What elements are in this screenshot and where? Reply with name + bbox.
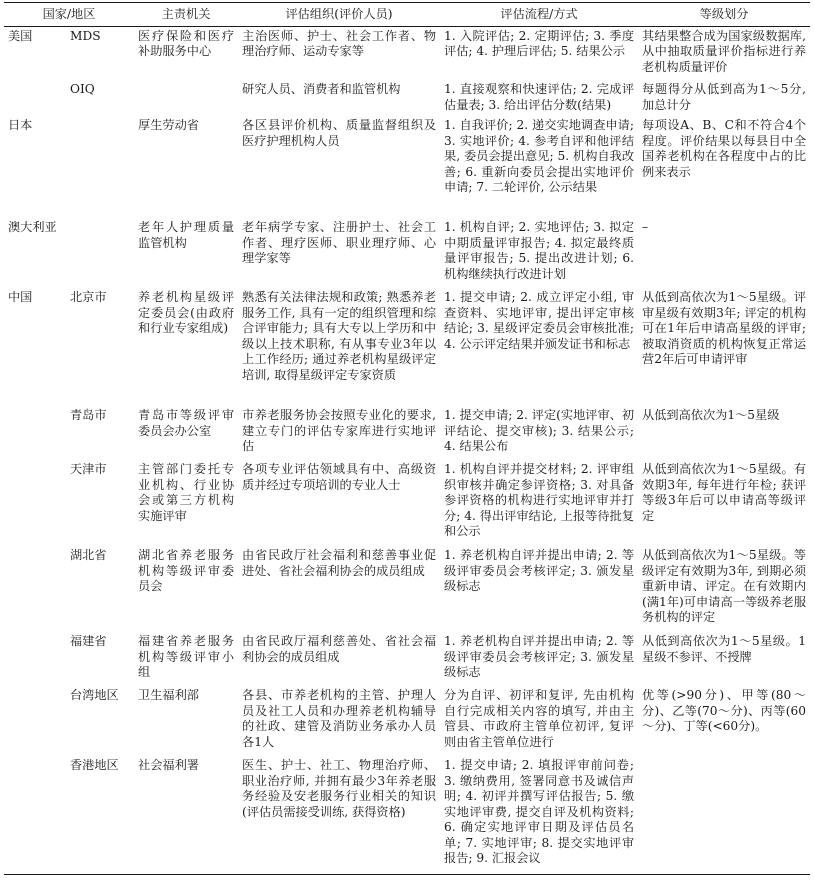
table-row [4, 686, 810, 756]
org-cell: 各项专业评估领域具有中、高级资质并经过专项培训的专业人士 [242, 462, 437, 492]
region-cell: 湖北省 [70, 548, 107, 562]
process-cell: 1. 提交申请; 2. 填报评审前问卷; 3. 缴纳费用, 签署同意书及诚信声明; 4. 初评并撰写评估报告; 5. 缴实地评审费, 提交自评及机构资料; 6. 确定实地评审日期及评估员名单; 7. 实地评审; 8. 提交实地评审报告; 9. 汇报会议 [440, 756, 638, 874]
process-cell: 1. 直接观察和快速评估; 2. 完成评估量表; 3. 给出评估分数(结果) [444, 82, 635, 112]
table-row [4, 546, 810, 632]
org-cell: 熟悉有关法律法规和政策; 熟悉养老服务工作, 具有一定的组织管理和综合评审能力; 具有大专以上学历和中级以上技术职称, 有从事专业3年以上工作经历; 通过养老机构星级评定培训, 取得星级评定专家资质 [242, 290, 437, 382]
header-process: 评估流程/方式 [440, 3, 638, 27]
country-cell [4, 80, 66, 116]
table-row [4, 26, 810, 80]
org-cell: 主治医师、护士、社会工作者、物理治疗师、运动专家等 [242, 28, 437, 58]
header-agency: 主责机关 [134, 3, 238, 27]
org-cell: 各区县评价机构、质量监督组织及医疗护理机构人员 [242, 118, 437, 148]
org-cell: 医生、护士、社工、物理治疗师、职业治疗师, 并拥有最少3年养老服务经验及安老服务行业相关的知识(评估员需接受训练, 获得资格) [238, 756, 440, 874]
region-cell: 福建省 [70, 634, 107, 648]
org-cell: 老年病学专家、注册护士、社会工作者、理疗医师、职业理疗师、心理学家等 [242, 220, 437, 265]
header-country: 国家/地区 [4, 3, 134, 27]
process-cell: 1. 入院评估; 2. 定期评估; 3. 季度评估; 4. 护理后评估; 5. 结果公示 [444, 28, 635, 58]
agency-cell: 福建省养老服务机构等级评审小组 [138, 634, 235, 679]
country-cell [4, 406, 66, 460]
country-cell [4, 632, 66, 686]
table-row [4, 460, 810, 546]
table-row [4, 116, 810, 218]
org-cell: 各县、市养老机构的主管、护理人员及社工人员和办理养老机构辅导的社政、建管及消防业务承办人员各1人 [242, 688, 437, 749]
process-cell: 1. 提交申请; 2. 成立评定小组, 审查资料、实地评审, 提出评定审核结论; 3. 星级评定委员会审核批准; 4. 公示评定结果并颁发证书和标志 [444, 290, 635, 351]
country-cell [4, 460, 66, 546]
agency-cell [134, 80, 238, 116]
table-row [4, 632, 810, 686]
region-cell: 青岛市 [70, 408, 107, 422]
grade-cell: – [642, 220, 649, 234]
process-cell: 1. 机构自评; 2. 实地评估; 3. 拟定中期质量评审报告; 4. 拟定最终质量评审报告; 5. 提出改进计划; 6. 机构继续执行改进计划 [444, 220, 635, 281]
grade-cell: 从低到高依次为1～5星级。1星级不参评、不授牌 [642, 634, 807, 664]
table-row [4, 756, 810, 874]
agency-cell: 卫生福利部 [138, 688, 199, 702]
grade-cell [638, 756, 810, 874]
country-cell: 中国 [8, 290, 33, 304]
evaluation-comparison-table [4, 2, 810, 875]
process-cell: 1. 养老机构自评并提出申请; 2. 等级评审委员会考核评定; 3. 颁发星级标志 [444, 548, 635, 593]
table-row [4, 218, 810, 288]
country-cell [4, 686, 66, 756]
grade-cell: 其结果整合成为国家级数据库, 从中抽取质量评价指标进行养老机构质量评价 [642, 28, 807, 74]
region-cell: 北京市 [70, 290, 107, 304]
process-cell: 分为自评、初评和复评, 先由机构自行完成相关内容的填写, 并由主管县、市政府主管单位初评, 复评则由省主管单位进行 [444, 688, 635, 749]
table-header-row [4, 3, 810, 27]
agency-cell: 厚生劳动省 [138, 118, 199, 132]
process-cell: 1. 自我评价; 2. 递交实地调查申请; 3. 实地评价; 4. 参考自评和他评结果, 委员会提出意见; 5. 机构自我改善; 6. 重新向委员会提出实地评价申请; 7. 二轮评价, 公示结果 [444, 118, 635, 194]
region-cell: OIQ [70, 82, 95, 96]
grade-cell: 从低到高依次为1～5星级。等级评定有效期为3年, 到期必须重新申请、评定。在有效期内(满1年)可申请高一等级养老服务机构的评定 [642, 548, 807, 624]
org-cell: 市养老服务协会按照专业化的要求, 建立专门的评估专家库进行实地评估 [242, 408, 437, 453]
agency-cell: 青岛市等级评审委员会办公室 [138, 408, 235, 438]
grade-cell: 优等(>90分)、甲等(80～分)、乙等(70～分)、丙等(60～分)、丁等(<60分)。 [642, 688, 807, 733]
country-cell: 日本 [8, 118, 33, 132]
agency-cell: 老年人护理质量监管机构 [138, 220, 235, 250]
grade-cell: 每题得分从低到高为1～5分, 加总计分 [642, 82, 807, 112]
region-cell [66, 116, 134, 218]
grade-cell: 从低到高依次为1～5星级。有效期3年, 每年进行年检; 获评等级3年后可以申请高等级评定 [642, 462, 807, 523]
process-cell: 1. 养老机构自评并提出申请; 2. 等级评审委员会考核评定; 3. 颁发星级标志 [444, 634, 635, 679]
agency-cell: 湖北省养老服务机构等级评审委员会 [138, 548, 235, 593]
country-cell [4, 546, 66, 632]
country-cell: 澳大利亚 [8, 220, 57, 234]
org-cell: 由省民政厅福利慈善处、省社会福利协会的成员组成 [242, 634, 437, 664]
agency-cell: 医疗保险和医疗补助服务中心 [138, 28, 235, 58]
agency-cell: 社会福利署 [134, 756, 238, 874]
process-cell: 1. 机构自评并提交材料; 2. 评审组织审核并确定参评资格; 3. 对具备参评资格的机构进行实地评审并打分; 4. 得出评审结论, 上报等待批复和公示 [444, 462, 635, 538]
table-row [4, 406, 810, 460]
process-cell: 1. 提交申请; 2. 评定(实地评审、初评结论、提交审核); 3. 结果公示; 4. 结果公布 [444, 408, 635, 453]
grade-cell: 从低到高依次为1～5星级。评审星级有效期3年; 评定的机构可在1年后申请高星级的评审; 被取消资质的机构恢复正常运营2年后可申请评审 [642, 290, 807, 366]
grade-cell: 每项设A、B、C和不符合4个程度。评价结果以每县目中全国养老机构在各程度中占的比例来表示 [642, 118, 807, 179]
region-cell: 天津市 [70, 462, 107, 476]
region-cell: 香港地区 [66, 756, 134, 874]
country-cell [4, 756, 66, 874]
region-cell [66, 218, 134, 288]
header-grade: 等级划分 [638, 3, 810, 27]
agency-cell: 养老机构星级评定委员会(由政府和行业专家组成) [138, 290, 235, 335]
agency-cell: 主管部门委托专业机构、行业协会或第三方机构实施评审 [138, 462, 235, 523]
header-org: 评估组织(评价人员) [238, 3, 440, 27]
org-cell: 由省民政厅社会福利和慈善事业促进处、省社会福利协会的成员组成 [242, 548, 437, 578]
table-row [4, 288, 810, 406]
org-cell: 研究人员、消费者和监管机构 [242, 82, 401, 96]
country-cell: 美国 [8, 28, 33, 43]
region-cell: 台湾地区 [70, 688, 119, 702]
table-row [4, 80, 810, 116]
grade-cell: 从低到高依次为1～5星级 [642, 408, 780, 422]
region-cell: MDS [70, 28, 101, 43]
